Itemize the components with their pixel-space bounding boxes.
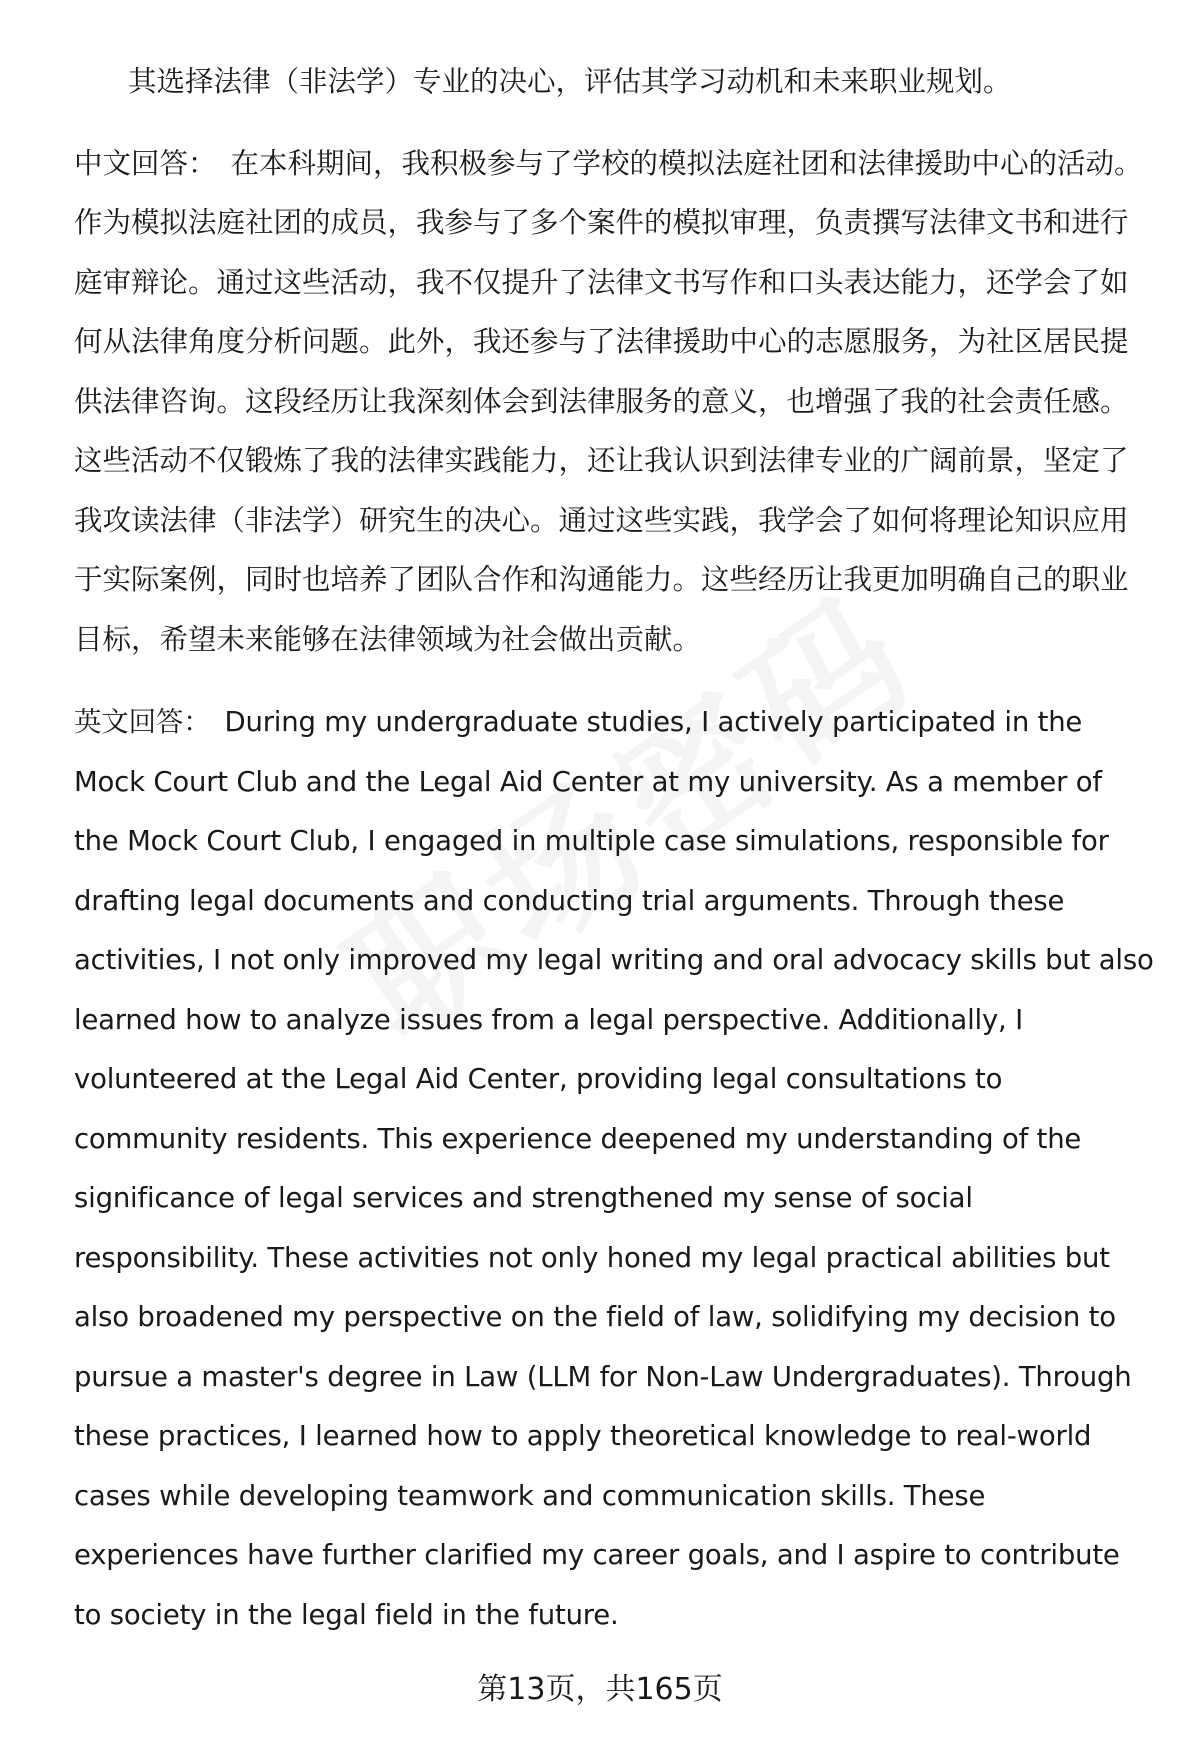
english-answer-label: 英文回答： [74, 706, 211, 738]
chinese-answer-text: 在本科期间，我积极参与了学校的模拟法庭社团和法律援助中心的活动。作为模拟法庭社团的成员，我参与了多个案件的模拟审理，负责撰写法律文书和进行庭审辩论。通过这些活动，我不仅提升了法律文书写作和口头表达能力，还学会了如何从法律角度分析问题。此外，我还参与了法律援助中心的志愿服务，为社区居民提供法律咨询。这段经历让我深刻体会到法律服务的意义，也增强了我的社会责任感。这些活动不仅锻炼了我的法律实践能力，还让我认识到法律专业的广阔前景，坚定了我攻读法律（非法学）研究生的决心。通过这些实践，我学会了如何将理论知识应用于实际案例，同时也培养了团队合作和沟通能力。这些经历让我更加明确自己的职业目标，希望未来能够在法律领域为社会做出贡献。 [74, 146, 1143, 656]
chinese-answer-label: 中文回答： [74, 146, 217, 180]
intro-text: 其选择法律（非法学）专业的决心，评估其学习动机和未来职业规划。 [128, 65, 1012, 98]
english-answer-paragraph [74, 693, 1154, 1645]
document-body [74, 52, 1154, 1645]
chinese-answer-paragraph [74, 134, 1154, 670]
intro-paragraph [74, 52, 1154, 112]
english-answer-text: During my undergraduate studies, I actively participated in the Mock Court Club and the Legal Aid Center at my university. As a member of the Mock Court Club, I engaged in multiple case simulations, responsible for drafting legal documents and conducting trial arguments. Through these activities, I not only improved my legal writing and oral advocacy skills but also learned how to analyze issues from a legal perspective. Additionally, I volunteered at the Legal Aid Center, providing legal consultations to community residents. This experience deepened my understanding of the significance of legal services and strengthened my sense of social responsibility. These activities not only honed my legal practical abilities but also broadened my perspective on the field of law, solidifying my decision to pursue a master's degree in Law (LLM for Non-Law Undergraduates). Through these practices, I learned how to apply theoretical knowledge to real-world cases while developing teamwork and communication skills. These experiences have further clarified my career goals, and I aspire to contribute to society in the legal field in the future. [74, 706, 1154, 1631]
page-number: 第13页，共165页 [477, 1672, 723, 1707]
